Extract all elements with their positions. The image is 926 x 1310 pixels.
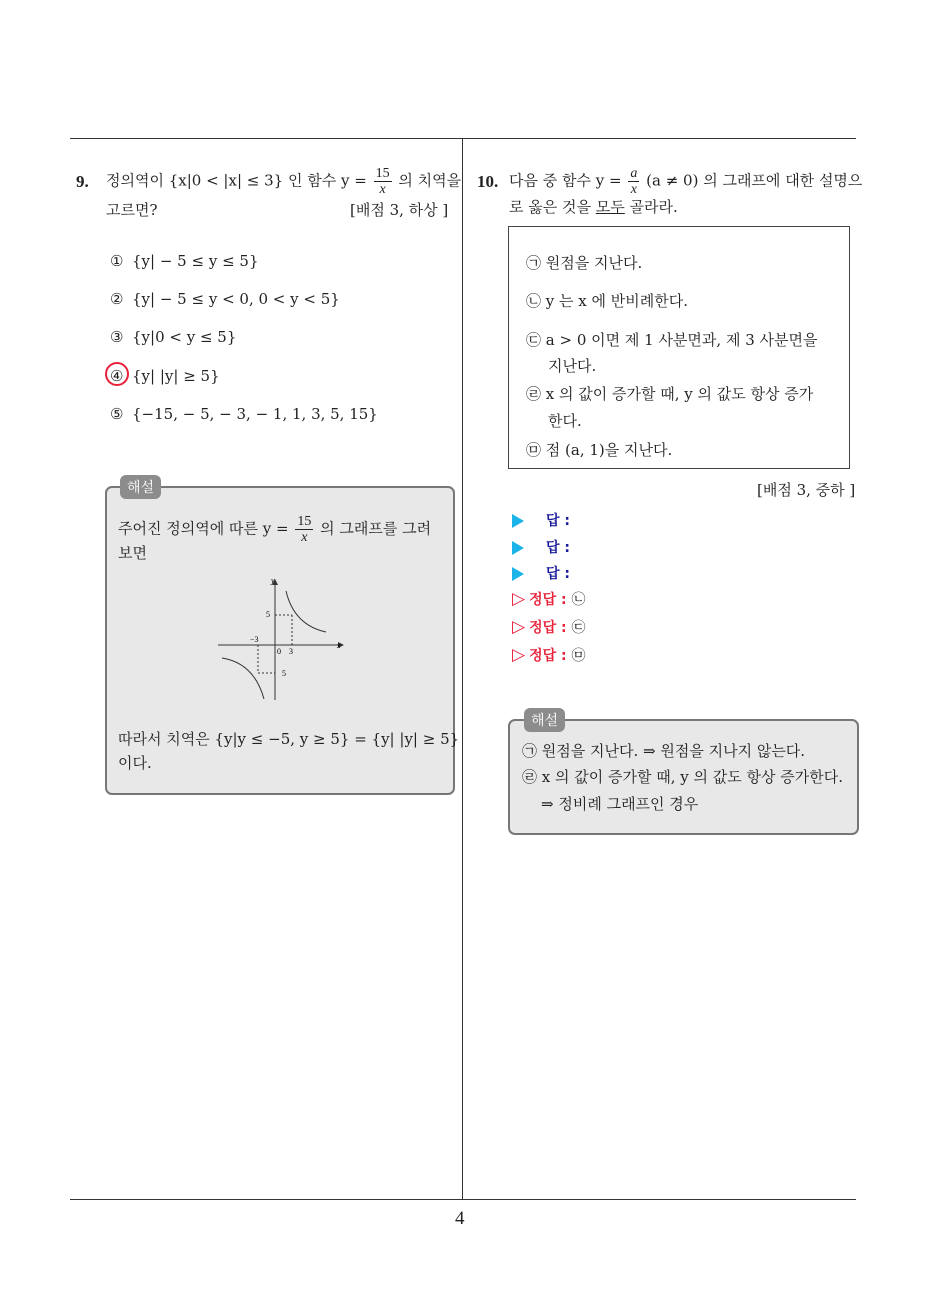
correct-answer-2-label: 정답 : — [529, 620, 567, 636]
q10-explanation-line1: ㉠ 원점을 지난다. ⇒ 원점을 지나지 않는다. — [522, 742, 806, 760]
bottom-rule — [70, 1199, 856, 1200]
graph-tick-5-top: 5 — [266, 610, 270, 619]
graph-axes — [218, 579, 344, 700]
choice-2-mark: ② — [110, 290, 124, 308]
correct-answer-3-label: 정답 : — [529, 648, 567, 664]
graph-tick-neg3: −3 — [250, 635, 259, 644]
answer-bullet-icon — [512, 514, 524, 528]
selected-answer-circle — [105, 362, 129, 386]
q9-explanation-line2: 보면 — [118, 544, 147, 562]
graph-tick-0: 0 — [277, 647, 281, 656]
choice-4-mark: ④ — [110, 367, 124, 385]
q9-explanation-tag: 해설 — [120, 475, 161, 499]
q9-stem-post: 의 치역을 — [398, 171, 462, 190]
statement-d: ㉣ x 의 값이 증가할 때, y 의 값도 항상 증가 — [526, 385, 814, 403]
answer-blank-1[interactable] — [512, 510, 570, 530]
correct-answer-2-value: ㉢ — [571, 620, 586, 636]
statement-c-cont: 지난다. — [548, 357, 597, 375]
choice-5-text: {−15, − 5, − 3, − 1, 1, 3, 5, 15} — [132, 405, 378, 423]
q10-stem2-post: 골라라. — [624, 198, 678, 216]
graph-tick-3: 3 — [289, 647, 293, 656]
open-triangle-icon: ▷ — [512, 645, 526, 665]
graph-x-label: x — [337, 641, 341, 650]
q10-stem2-pre: 로 옳은 것을 — [509, 198, 596, 216]
correct-answer-3-value: ㉤ — [571, 648, 586, 664]
correct-answer-3 — [512, 645, 585, 665]
graph-curve-q1 — [286, 591, 326, 632]
answer-bullet-icon — [512, 567, 524, 581]
q10-frac-num: a — [630, 166, 638, 181]
question-10-stem-line1 — [509, 166, 862, 197]
q9-exp-frac-den: x — [301, 530, 308, 545]
choice-2[interactable] — [110, 290, 340, 308]
graph-curve-q3 — [222, 658, 264, 699]
q9-explanation-line1 — [118, 514, 431, 545]
q10-frac-den: x — [630, 182, 637, 197]
answer-blank-3-label: 답 : — [546, 566, 570, 582]
answer-blank-3[interactable] — [512, 563, 570, 583]
q9-exp-pre: 주어진 정의역에 따른 y = — [118, 519, 289, 538]
q9-explanation-line4: 이다. — [118, 754, 152, 772]
q10-fraction — [628, 166, 639, 197]
q10-stem-post: (a ≠ 0) 의 그래프에 대한 설명으 — [646, 171, 863, 190]
question-10-number: 10. — [477, 172, 499, 191]
q9-stem-pre: 정의역이 {x|0 < |x| ≤ 3} 인 함수 y = — [106, 171, 367, 190]
choice-5[interactable] — [110, 405, 378, 423]
q10-stem-pre: 다음 중 함수 y = — [509, 171, 622, 190]
reciprocal-graph — [210, 575, 350, 705]
question-10-score: [배점 3, 중하 ] — [757, 481, 856, 499]
choice-1[interactable] — [110, 252, 259, 270]
q9-frac-num: 15 — [375, 166, 390, 181]
top-rule — [70, 138, 856, 139]
q9-frac-den: x — [379, 182, 386, 197]
question-10-stem-line2 — [509, 197, 678, 217]
answer-blank-2[interactable] — [512, 537, 570, 557]
choice-5-mark: ⑤ — [110, 405, 124, 423]
q10-explanation-tag: 해설 — [524, 708, 565, 732]
statement-a: ㉠ 원점을 지난다. — [526, 254, 643, 272]
statement-c: ㉢ a > 0 이면 제 1 사분면과, 제 3 사분면을 — [526, 331, 818, 349]
q10-stem2-underline: 모두 — [595, 198, 625, 216]
open-triangle-icon: ▷ — [512, 589, 526, 609]
choice-3-text: {y|0 < y ≤ 5} — [132, 328, 237, 346]
statement-b: ㉡ y 는 x 에 반비례한다. — [526, 292, 688, 310]
question-9-score: [배점 3, 하상 ] — [350, 201, 449, 219]
answer-blank-1-label: 답 : — [546, 513, 570, 529]
question-9-stem-line1 — [106, 166, 461, 197]
question-9-stem-line2: 고르면? — [106, 201, 158, 219]
choice-1-text: {y| − 5 ≤ y ≤ 5} — [132, 252, 259, 270]
graph-tick-5-bottom: 5 — [282, 669, 286, 678]
q10-explanation-line2: ㉣ x 의 값이 증가할 때, y 의 값도 항상 증가한다. — [522, 768, 843, 786]
correct-answer-1-label: 정답 : — [529, 592, 567, 608]
choice-1-mark: ① — [110, 252, 124, 270]
statement-d-cont: 한다. — [548, 412, 582, 430]
column-divider — [462, 139, 463, 1200]
q9-fraction — [374, 166, 392, 197]
choice-4-text: {y| |y| ≥ 5} — [132, 367, 220, 385]
answer-blank-2-label: 답 : — [546, 540, 570, 556]
statement-e: ㉤ 점 (a, 1)을 지난다. — [526, 441, 673, 459]
choice-3[interactable] — [110, 328, 236, 346]
q9-exp-frac-num: 15 — [297, 514, 312, 529]
graph-y-label: y — [271, 576, 275, 585]
correct-answer-1-value: ㉡ — [571, 592, 586, 608]
q9-exp-fraction — [295, 514, 313, 545]
correct-answer-2 — [512, 617, 585, 637]
choice-3-mark: ③ — [110, 328, 124, 346]
answer-bullet-icon — [512, 541, 524, 555]
open-triangle-icon: ▷ — [512, 617, 526, 637]
q9-exp-post: 의 그래프를 그려 — [320, 519, 432, 538]
page-number: 4 — [455, 1208, 465, 1229]
q10-explanation-line3: ⇒ 정비례 그래프인 경우 — [541, 795, 699, 813]
choice-2-text: {y| − 5 ≤ y < 0, 0 < y < 5} — [132, 290, 340, 308]
question-9-number: 9. — [76, 172, 89, 191]
q9-explanation-line3: 따라서 치역은 {y|y ≤ −5, y ≥ 5} = {y| |y| ≥ 5} — [118, 730, 460, 748]
correct-answer-1 — [512, 589, 585, 609]
